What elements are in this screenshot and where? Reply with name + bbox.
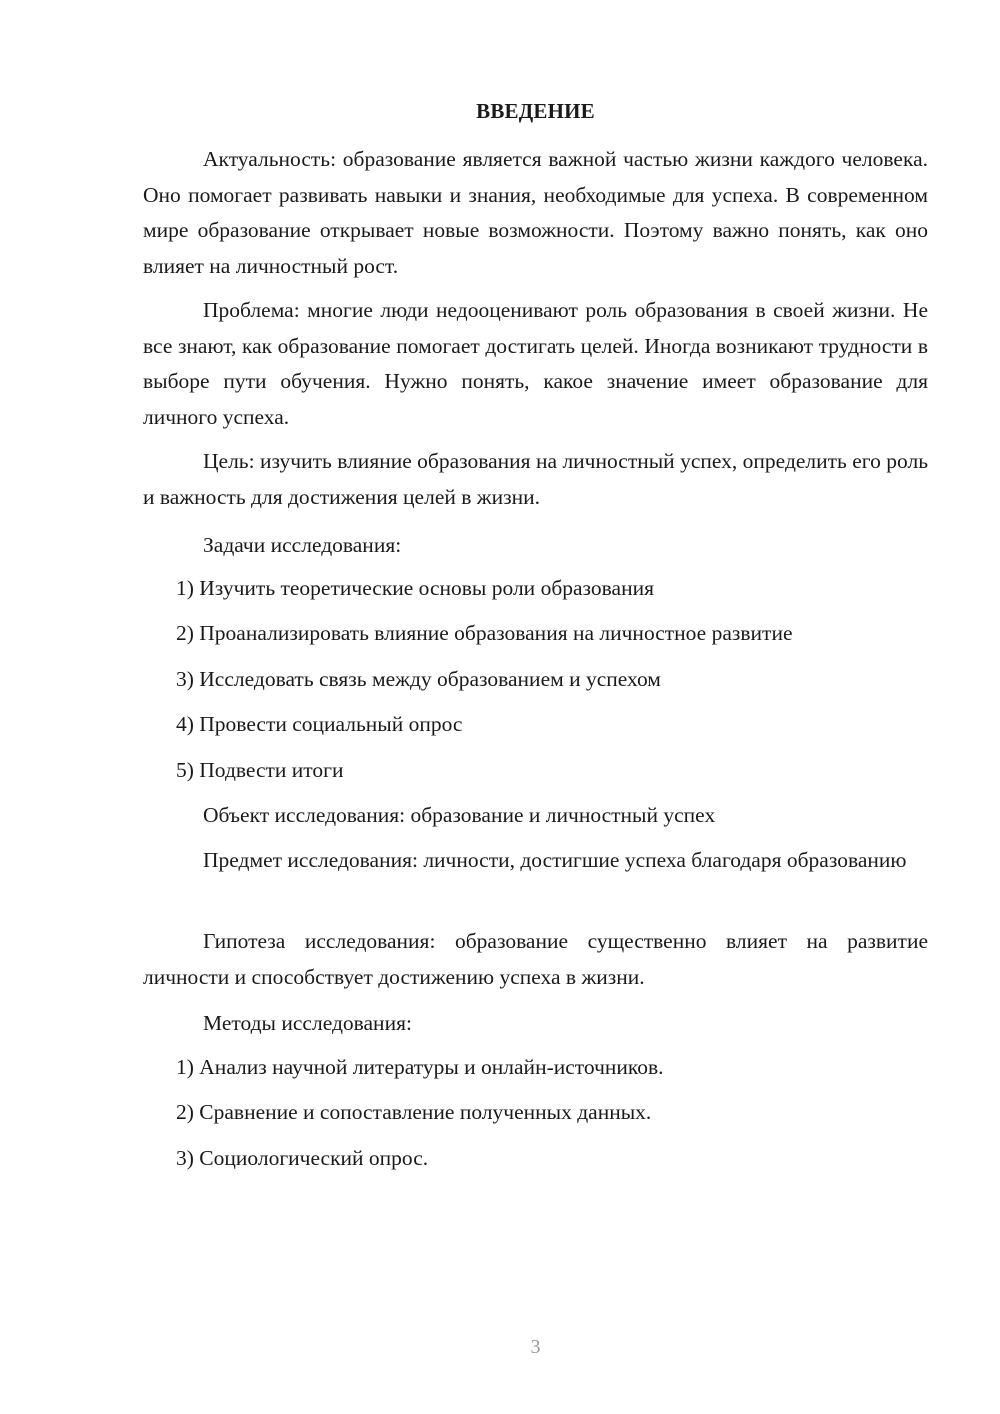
methods-heading: Методы исследования: [203,1011,412,1035]
subject-paragraph: Предмет исследования: личности, достигшие успеха благодаря образованию [203,848,907,872]
tasks-heading: Задачи исследования: [203,533,402,557]
task-item: 5) Подвести итоги [176,758,344,782]
hypothesis-paragraph: Гипотеза исследования: образование существенно влияет на развитие личности и способствует достижению успеха в жизни. [143,929,928,989]
task-item: 4) Провести социальный опрос [176,712,463,736]
goal-paragraph: Цель: изучить влияние образования на личностный успех, определить его роль и важность для достижения целей в жизни. [143,449,928,509]
method-item: 3) Социологический опрос. [176,1146,429,1170]
page-number: 3 [530,1336,541,1358]
relevance-paragraph: Актуальность: образование является важной частью жизни каждого человека. Оно помогает развивать навыки и знания, необходимые для успеха. В современном мире образование открывает новые возможности. Поэтому важно понять, как оно влияет на личностный рост. [143,147,928,278]
method-item: 1) Анализ научной литературы и онлайн-источников. [176,1055,664,1079]
method-item: 2) Сравнение и сопоставление полученных данных. [176,1100,652,1124]
section-title: ВВЕДЕНИЕ [476,99,595,123]
task-item: 1) Изучить теоретические основы роли образования [176,576,654,600]
object-paragraph: Объект исследования: образование и личностный успех [203,803,716,827]
task-item: 2) Проанализировать влияние образования на личностное развитие [176,621,793,645]
document-page [143,0,928,1414]
task-item: 3) Исследовать связь между образованием и успехом [176,667,661,691]
problem-paragraph: Проблема: многие люди недооценивают роль образования в своей жизни. Не все знают, как образование помогает достигать целей. Иногда возникают трудности в выборе пути обучения. Нужно понять, какое значение имеет образование для личного успеха. [143,298,928,429]
